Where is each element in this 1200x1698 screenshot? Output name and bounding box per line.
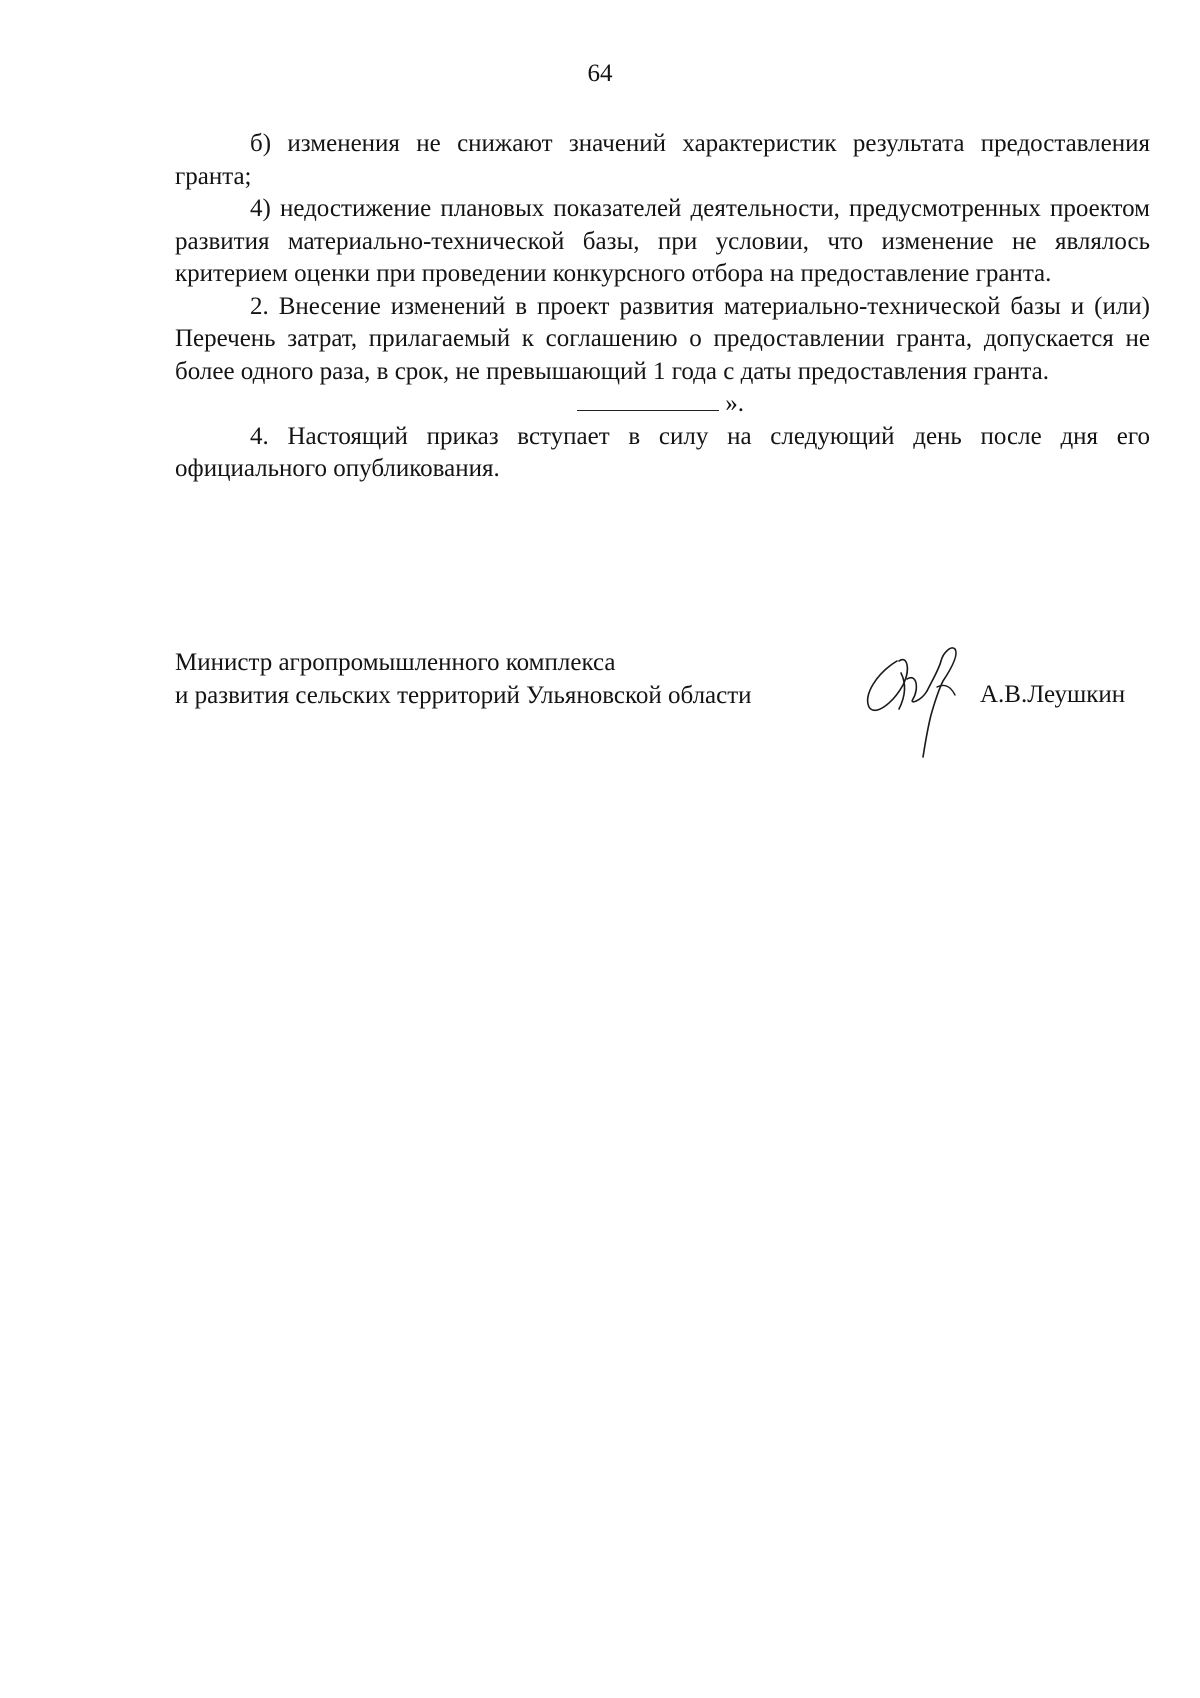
paragraph-4: 4) недостижение плановых показателей деятельности, предусмотренных проектом развития материально-технической базы, при условии, что изменение не являлось критерием оценки при проведении конкурсного отбора на предоставление гранта. bbox=[175, 195, 1150, 287]
signer-title bbox=[175, 647, 752, 712]
closing-line bbox=[175, 388, 1150, 421]
closing-quote: ». bbox=[725, 390, 744, 417]
document-body bbox=[175, 128, 1150, 486]
signature-block bbox=[175, 647, 1155, 767]
blank-underline bbox=[577, 388, 719, 411]
signer-name: А.В.Леушкин bbox=[980, 681, 1126, 708]
signer-title-line-1: Министр агропромышленного комплекса bbox=[175, 649, 616, 676]
final-paragraph: 4. Настоящий приказ вступает в силу на следующий день после дня его официального опубликования. bbox=[175, 422, 1150, 482]
page-number: 64 bbox=[587, 60, 613, 87]
paragraph-b: б) изменения не снижают значений характеристик результата предоставления гранта; bbox=[175, 130, 1150, 190]
paragraph-2: 2. Внесение изменений в проект развития материально-технической базы и (или) Перечень затрат, прилагаемый к соглашению о предоставлении гранта, допускается не более одного раза, в срок, не превышающий 1 года с даты предоставления гранта. bbox=[175, 292, 1150, 385]
handwritten-signature bbox=[855, 639, 975, 759]
signer-title-line-2: и развития сельских территорий Ульяновской области bbox=[175, 681, 752, 709]
